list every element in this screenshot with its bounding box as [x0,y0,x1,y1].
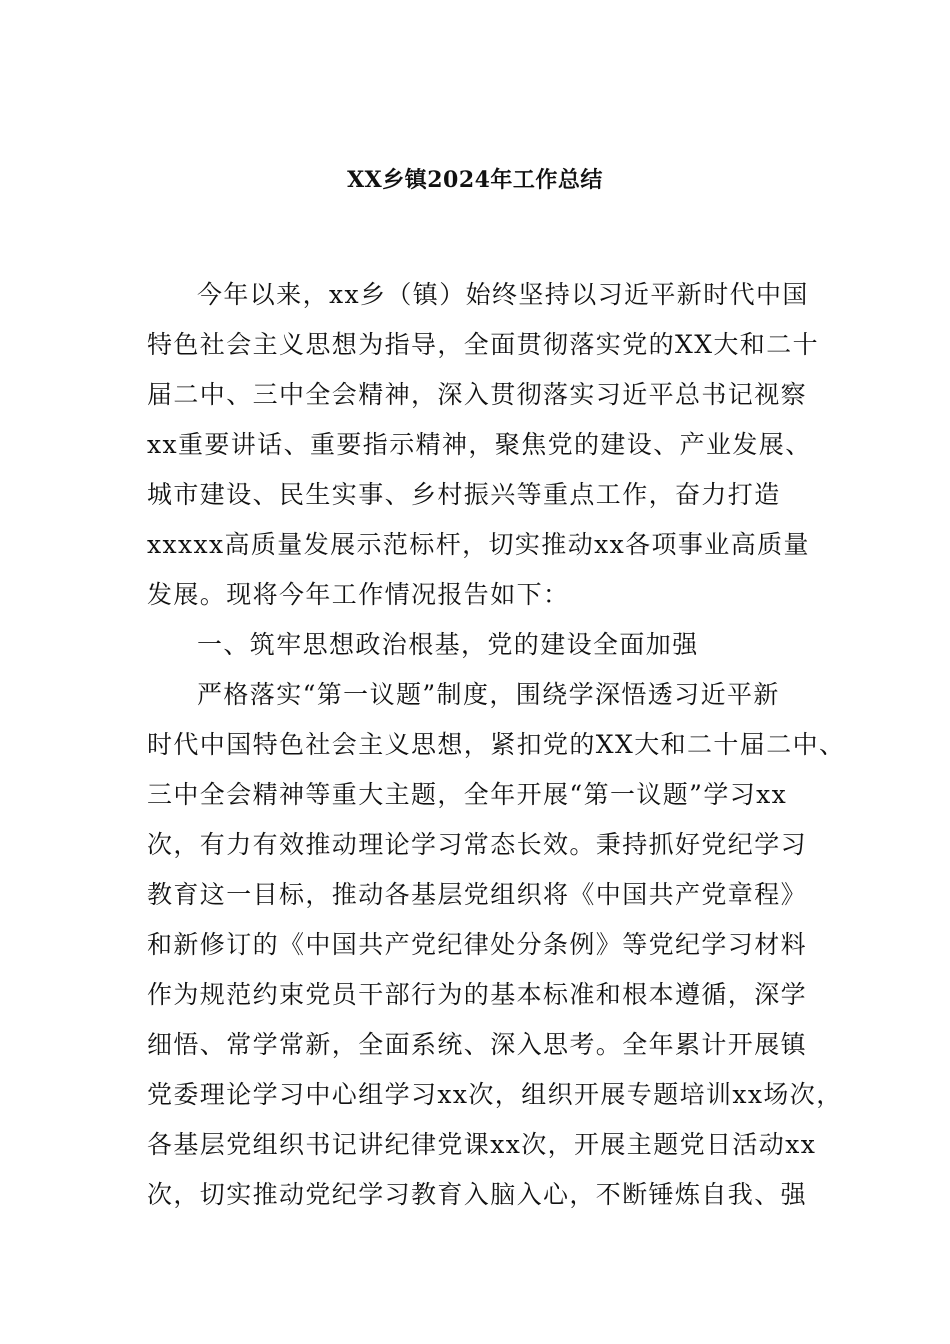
paragraph-line: 三中全会精神等重大主题，全年开展“第一议题”学习xx [147,780,788,809]
paragraph-line: 各基层党组织书记讲纪律党课xx次，开展主题党日活动xx [147,1130,817,1159]
paragraph-line: 发展。现将今年工作情况报告如下： [147,580,570,609]
paragraph-line: xx重要讲话、重要指示精神，聚焦党的建设、产业发展、 [147,430,812,459]
paragraph-line: 严格落实“第一议题”制度，围绕学深悟透习近平新 [197,680,780,709]
paragraph-line: 届二中、三中全会精神，深入贯彻落实习近平总书记视察 [147,380,808,409]
paragraph-line: 次，切实推动党纪学习教育入脑入心，不断锤炼自我、强 [147,1180,808,1209]
paragraph-line: 作为规范约束党员干部行为的基本标准和根本遵循，深学 [147,980,808,1009]
section-heading: 一、筑牢思想政治根基，党的建设全面加强 [197,630,699,659]
paragraph-line: xxxxx高质量发展示范标杆，切实推动xx各项事业高质量 [147,530,810,559]
paragraph-line: 特色社会主义思想为指导，全面贯彻落实党的XX大和二十 [147,330,819,359]
document-title: XX乡镇2024年工作总结 [347,167,603,193]
paragraph-line: 和新修订的《中国共产党纪律处分条例》等党纪学习材料 [147,930,808,959]
paragraph-line: 教育这一目标，推动各基层党组织将《中国共产党章程》 [147,880,808,909]
paragraph-line: 次，有力有效推动理论学习常态长效。秉持抓好党纪学习 [147,830,808,859]
paragraph-line: 城市建设、民生实事、乡村振兴等重点工作，奋力打造 [147,480,781,509]
paragraph-line: 时代中国特色社会主义思想，紧扣党的XX大和二十届二中、 [147,730,846,759]
paragraph-line: 党委理论学习中心组学习xx次，组织开展专题培训xx场次， [147,1080,843,1109]
paragraph-line: 今年以来，xx乡（镇）始终坚持以习近平新时代中国 [197,280,809,309]
paragraph-line: 细悟、常学常新，全面系统、深入思考。全年累计开展镇 [147,1030,808,1059]
